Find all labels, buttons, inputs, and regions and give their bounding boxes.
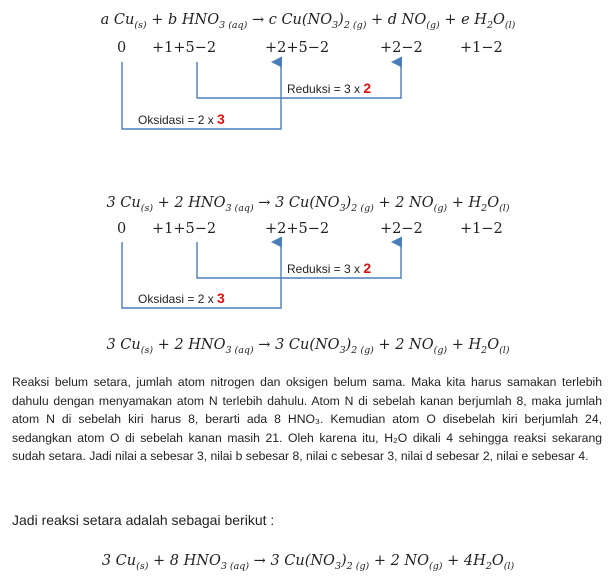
oksidasi-label: Oksidasi = 2 x 3: [138, 290, 225, 306]
reduksi-label: Reduksi = 3 x 2: [287, 80, 372, 96]
equation-balanced: 3 $Cu_{(s)} + 8$ $HNO_{3 (aq)} \to 3$ $Cu(NO_3)_{2 (g)} + 2$ $NO_{(g)} + 4H_2O_{(l)}$: [101, 553, 515, 572]
oxnum-hno3: +1+5−2: [152, 221, 217, 237]
oxnum-cuno3: +2+5−2: [265, 40, 330, 56]
oxnum-cu: 0: [117, 40, 127, 56]
oksidasi-label: Oksidasi = 2 x 3: [138, 111, 225, 127]
oxnum-no: +2−2: [380, 221, 423, 237]
oxnum-h2o: +1−2: [460, 221, 503, 237]
oxnum-h2o: +1−2: [460, 40, 503, 56]
conclusion-text: Jadi reaksi setara adalah sebagai berikut :: [12, 512, 275, 528]
oxnum-hno3: +1+5−2: [152, 40, 217, 56]
oxnum-cuno3: +2+5−2: [265, 221, 330, 237]
oxnum-no: +2−2: [380, 40, 423, 56]
explanation-paragraph: Reaksi belum setara, jumlah atom nitrogen dan oksigen belum sama. Maka kita harus samakan terlebih dahulu dengan menyamakan atom N terlebih dahulu. Atom N di sebelah kanan berjumlah 8, maka jumlah atom N di sebelah kiri harus 8, berarti ada 8 HNO₃. Kemudian atom O disebelah kiri berjumlah 24, sedangkan atom O di sebelah kanan masih 21. Oleh karena itu, H₂O dikali 4 sehingga reaksi sekarang sudah setara. Jadi nilai a sebesar 3, nilai b sebesar 8, nilai c sebesar 3, nilai d sebesar 2, nilai e sebesar 4.: [12, 375, 602, 463]
reduksi-label: Reduksi = 3 x 2: [287, 260, 372, 276]
equation-partial: 3 $Cu_{(s)} + 2$ $HNO_{3 (aq)} \to 3$ $Cu(NO_3)_{2 (g)} + 2$ $NO_{(g)} + H_2O_{(l)}$: [106, 195, 510, 214]
oxnum-cu: 0: [117, 221, 127, 237]
equation-general: a $Cu_{(s)} + b$ $HNO_{3 (aq)} \to c$ $Cu(NO_3)_{2 (g)} + d$ $NO_{(g)} + e$ $H_2O_{(l)}$: [100, 12, 516, 31]
equation-unbalanced: 3 $Cu_{(s)} + 2$ $HNO_{3 (aq)} \to 3$ $Cu(NO_3)_{2 (g)} + 2$ $NO_{(g)} + H_2O_{(l)}$: [106, 337, 510, 356]
